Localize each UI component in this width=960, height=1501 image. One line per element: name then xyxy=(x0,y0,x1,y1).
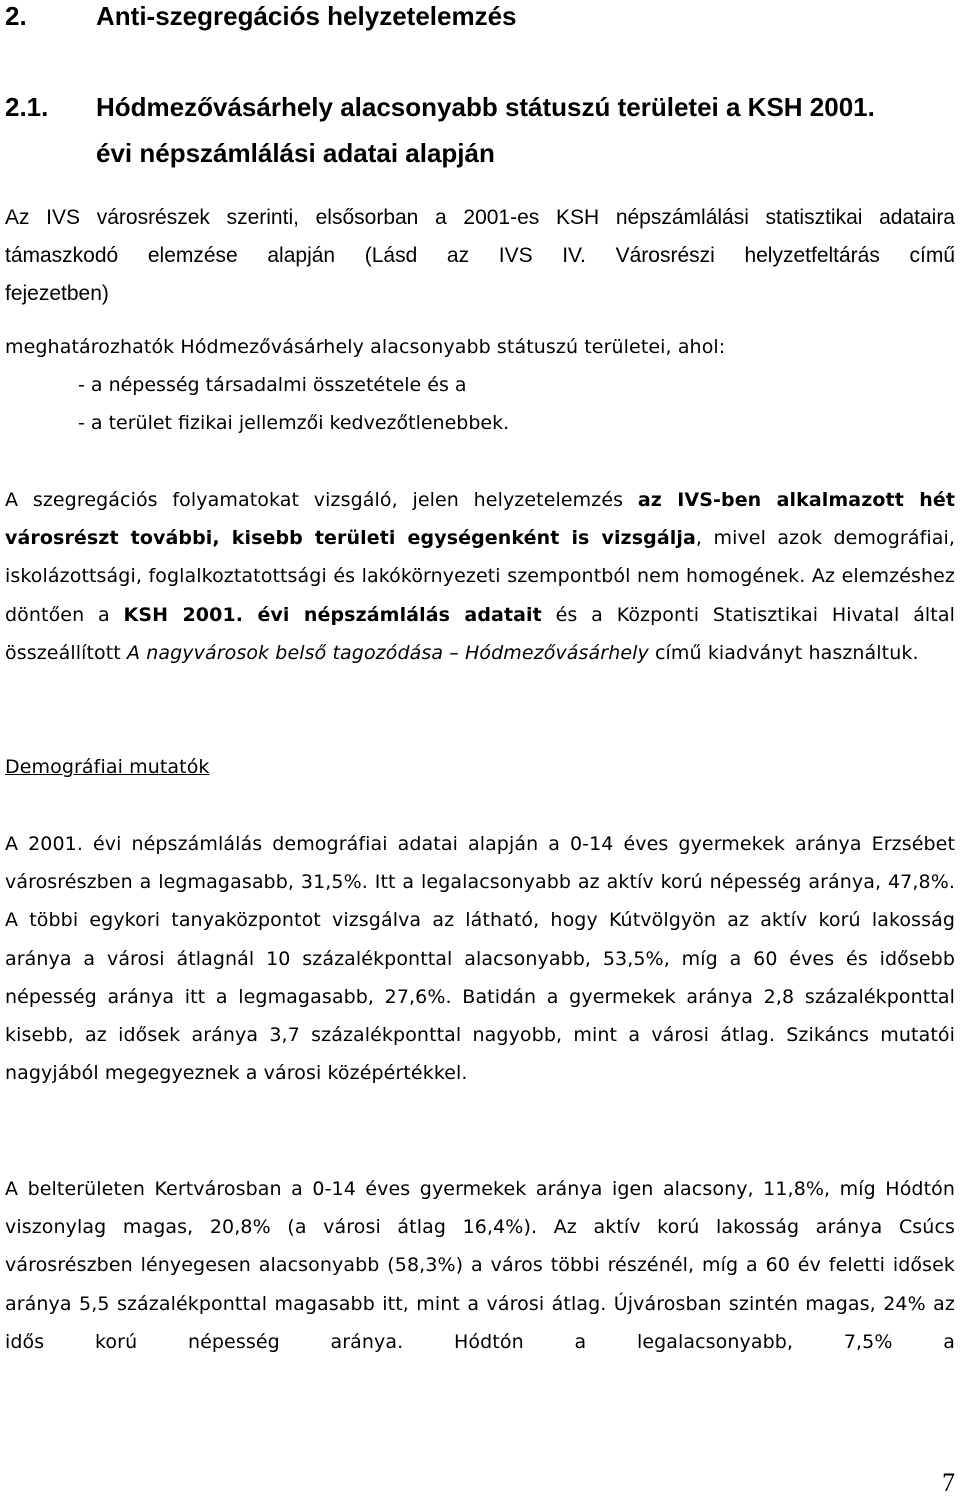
method-bold-1: az IVS-ben alkalmazott hét városrészt további, kisebb területi egységenként is vizsgálja xyxy=(5,489,955,550)
subsection-heading-line1 xyxy=(5,84,955,130)
method-paragraph xyxy=(5,481,955,672)
section-heading xyxy=(5,0,517,32)
demographic-heading: Demográfiai mutatók xyxy=(5,756,210,778)
subsection-heading xyxy=(5,84,955,176)
method-bold-2: KSH 2001. évi népszámlálás adatait xyxy=(123,603,542,626)
areas-list xyxy=(78,366,509,442)
list-item: - a terület fizikai jellemzői kedvezőtlenebbek. xyxy=(78,412,510,434)
intro-line-3: fejezetben) xyxy=(5,282,109,305)
method-publication-title: A nagyvárosok belső tagozódása – Hódmezővásárhely xyxy=(126,641,649,664)
section-title: Anti-szegregációs helyzetelemzés xyxy=(96,1,517,31)
intro-line-2: támaszkodó elemzése alapján (Lásd az IVS IV. Városrészi helyzetfeltárás című xyxy=(5,244,955,267)
subsection-number: 2.1. xyxy=(5,92,49,122)
page-number: 7 xyxy=(942,1468,955,1497)
method-text-3: és a Központi Statisztikai Hivatal által összeállított xyxy=(5,603,955,664)
method-text-4: című kiadványt használtuk. xyxy=(648,641,919,664)
intro-line-1: Az IVS városrészek szerinti, elsősorban a 2001-es KSH népszámlálási statisztikai adataira xyxy=(5,206,955,229)
subsection-title-line1: Hódmezővásárhely alacsonyabb státuszú területei a KSH 2001. xyxy=(96,92,875,122)
demographics-paragraph-2: A belterületen Kertvárosban a 0-14 éves gyermekek aránya igen alacsony, 11,8%, míg Hódtón viszonylag magas, 20,8% (a városi átlag 16,4%). Az aktív korú lakosság aránya Csúcs városrészben lényegesen alacsonyabb (58,3%) a város többi részénél, míg a 60 év feletti idősek aránya 5,5 százalékponttal magasabb itt, mint a városi átlag. Újvárosban szintén magas, 24% az idős korú népesség aránya. Hódtón a legalacsonyabb, 7,5% a xyxy=(5,1178,955,1353)
areas-lead: meghatározhatók Hódmezővásárhely alacsonyabb státuszú területei, ahol: xyxy=(5,336,726,358)
list-item: - a népesség társadalmi összetétele és a xyxy=(78,374,467,396)
demographics-paragraph-1: A 2001. évi népszámlálás demográfiai adatai alapján a 0-14 éves gyermekek aránya Erzsébet városrészben a legmagasabb, 31,5%. Itt a legalacsonyabb az aktív korú népesség aránya, 47,8%. A többi egykori tanyaközpontot vizsgálva az látható, hogy Kútvölgyön az aktív korú lakosság aránya a városi átlagnál 10 százalékponttal alacsonyabb, 53,5%, míg a 60 éves és idősebb népesség aránya itt a legmagasabb, 27,6%. Batidán a gyermekek aránya 2,8 százalékponttal kisebb, az idősek aránya 3,7 százalékponttal nagyobb, mint a városi átlag. Szikáncs mutatói nagyjából megegyeznek a városi középértékkel. xyxy=(5,833,955,1085)
subsection-title-line2: évi népszámlálási adatai alapján xyxy=(96,138,495,168)
section-number: 2. xyxy=(5,1,27,31)
method-text-2: , mivel azok demográfiai, iskolázottsági, foglalkoztatottsági és lakókörnyezeti szempontból nem homogének. Az elemzéshez döntően a xyxy=(5,527,955,626)
intro-paragraph xyxy=(5,199,955,313)
method-text-1: A szegregációs folyamatokat vizsgáló, jelen helyzetelemzés xyxy=(5,489,638,511)
